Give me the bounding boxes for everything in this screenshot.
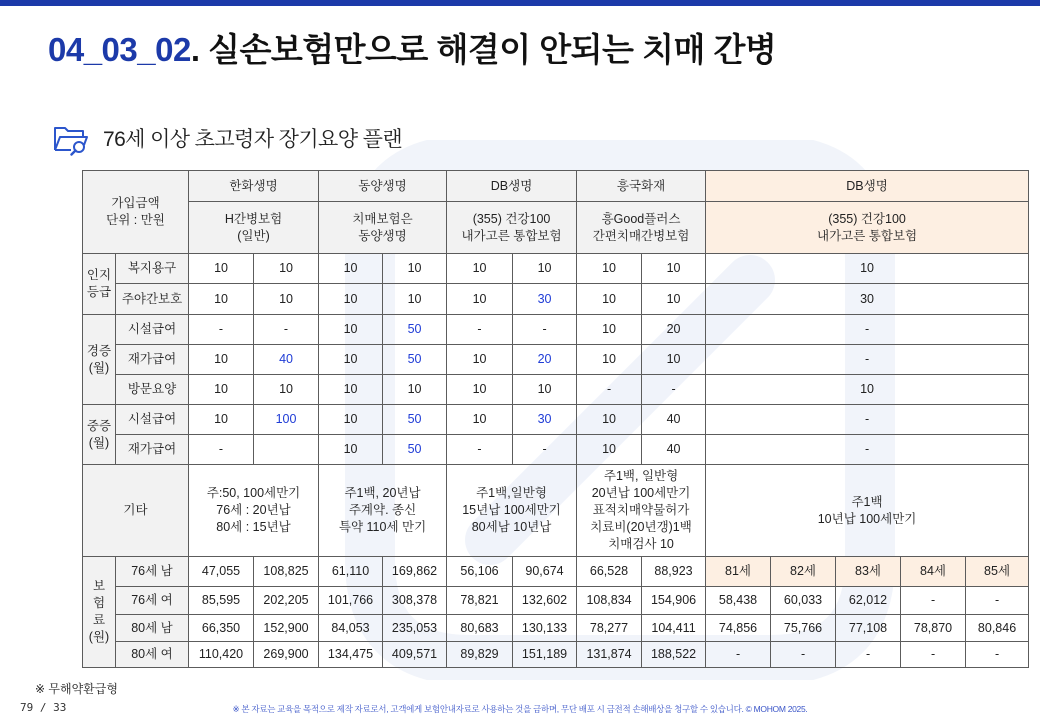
table-cell: 61,110 bbox=[319, 557, 383, 587]
table-row bbox=[83, 315, 1029, 345]
age-header-cell: 83세 bbox=[836, 557, 901, 587]
table-cell: - bbox=[254, 315, 319, 345]
company-header: 흥국화재 bbox=[577, 171, 706, 202]
table-cell: 10 bbox=[447, 345, 513, 375]
footnote: ※ 무해약환급형 bbox=[35, 682, 118, 696]
db-plan-cell: 74,856 bbox=[706, 615, 771, 642]
table-row bbox=[83, 587, 1029, 615]
row-label: 76세 여 bbox=[116, 587, 189, 615]
long-term-care-plan-table bbox=[82, 170, 1029, 668]
table-row bbox=[83, 375, 1029, 405]
db-plan-cell: 30 bbox=[706, 284, 1029, 315]
folder-search-icon bbox=[52, 120, 90, 156]
db-plan-cell: 78,870 bbox=[901, 615, 966, 642]
table-cell: 10 bbox=[254, 375, 319, 405]
row-label: 재가급여 bbox=[116, 435, 189, 465]
table-cell: 10 bbox=[513, 375, 577, 405]
table-cell: - bbox=[447, 315, 513, 345]
db-plan-cell: 62,012 bbox=[836, 587, 901, 615]
table-cell: 108,834 bbox=[577, 587, 642, 615]
table-cell: 10 bbox=[642, 284, 706, 315]
row-label: 80세 남 bbox=[116, 615, 189, 642]
table-cell: 152,900 bbox=[254, 615, 319, 642]
table-cell: 47,055 bbox=[189, 557, 254, 587]
db-plan-cell: - bbox=[706, 315, 1029, 345]
table-cell: 80,683 bbox=[447, 615, 513, 642]
table-row bbox=[83, 642, 1029, 668]
table-cell: - bbox=[513, 435, 577, 465]
db-plan-cell: - bbox=[966, 642, 1029, 668]
table-cell: 10 bbox=[254, 254, 319, 284]
table-cell: 10 bbox=[642, 254, 706, 284]
table-cell: 20 bbox=[642, 315, 706, 345]
page-number: 79 / 33 bbox=[20, 701, 67, 714]
note-cell: 주1백, 일반형 20년납 100세만기 표적치매약물허가 치료비(20년갱)1백 치매검사 10 bbox=[577, 465, 706, 557]
table-cell: 10 bbox=[189, 345, 254, 375]
table-cell: 151,189 bbox=[513, 642, 577, 668]
db-plan-cell: 10 bbox=[706, 375, 1029, 405]
table-cell: 10 bbox=[189, 254, 254, 284]
table-cell: 10 bbox=[319, 284, 383, 315]
db-plan-cell: 77,108 bbox=[836, 615, 901, 642]
db-plan-cell: - bbox=[901, 587, 966, 615]
company-header: DB생명 bbox=[447, 171, 577, 202]
table-cell: 130,133 bbox=[513, 615, 577, 642]
table-cell: 10 bbox=[447, 284, 513, 315]
table-row bbox=[83, 615, 1029, 642]
table-cell: 10 bbox=[577, 345, 642, 375]
table-cell: 20 bbox=[513, 345, 577, 375]
product-header: H간병보험 (일반) bbox=[189, 202, 319, 254]
table-cell: 10 bbox=[513, 254, 577, 284]
table-cell: 10 bbox=[383, 375, 447, 405]
company-header: 동양생명 bbox=[319, 171, 447, 202]
table-cell: 50 bbox=[383, 345, 447, 375]
table-cell: - bbox=[189, 435, 254, 465]
table-cell: 50 bbox=[383, 435, 447, 465]
row-group-label: 경증 (월) bbox=[83, 315, 116, 405]
db-plan-cell: 58,438 bbox=[706, 587, 771, 615]
table-cell: 235,053 bbox=[383, 615, 447, 642]
table-cell: 10 bbox=[383, 284, 447, 315]
row-group-label: 중증 (월) bbox=[83, 405, 116, 465]
table-cell: 10 bbox=[577, 435, 642, 465]
table-cell: 269,900 bbox=[254, 642, 319, 668]
table-cell: 10 bbox=[577, 254, 642, 284]
top-accent-bar bbox=[0, 0, 1040, 6]
table-cell: 10 bbox=[189, 284, 254, 315]
db-plan-cell: - bbox=[836, 642, 901, 668]
table-cell: 10 bbox=[319, 375, 383, 405]
table-row bbox=[83, 405, 1029, 435]
table-cell: 10 bbox=[189, 405, 254, 435]
table-row bbox=[83, 557, 1029, 587]
subtitle-text: 76세 이상 초고령자 장기요양 플랜 bbox=[103, 128, 403, 151]
table-cell: 66,528 bbox=[577, 557, 642, 587]
table-cell: 134,475 bbox=[319, 642, 383, 668]
table-cell: 10 bbox=[577, 284, 642, 315]
table-cell: 101,766 bbox=[319, 587, 383, 615]
table-cell: 100 bbox=[254, 405, 319, 435]
table-cell: 409,571 bbox=[383, 642, 447, 668]
db-plan-cell: 80,846 bbox=[966, 615, 1029, 642]
copyright-disclaimer: ※ 본 자료는 교육을 목적으로 제작 자료로서, 고객에게 보험안내자료로 사용하는 것을 금하며, 무단 배포 시 금전적 손해배상을 청구할 수 있습니다. © MOHOM 2025. bbox=[232, 704, 808, 714]
db-plan-cell: - bbox=[966, 587, 1029, 615]
product-header: (355) 건강100 내가고른 통합보험 bbox=[706, 202, 1029, 254]
table-cell: 40 bbox=[642, 435, 706, 465]
row-label: 76세 남 bbox=[116, 557, 189, 587]
table-cell bbox=[254, 435, 319, 465]
row-label: 복지용구 bbox=[116, 254, 189, 284]
table-cell: 10 bbox=[447, 375, 513, 405]
db-plan-cell: - bbox=[706, 642, 771, 668]
age-header-cell: 84세 bbox=[901, 557, 966, 587]
age-header-cell: 81세 bbox=[706, 557, 771, 587]
table-cell: 30 bbox=[513, 284, 577, 315]
table-cell: - bbox=[513, 315, 577, 345]
table-cell: 10 bbox=[577, 315, 642, 345]
table-cell: 10 bbox=[447, 254, 513, 284]
note-cell: 주1백, 20년납 주계약. 종신 특약 110세 만기 bbox=[319, 465, 447, 557]
table-cell: 78,821 bbox=[447, 587, 513, 615]
table-cell: 104,411 bbox=[642, 615, 706, 642]
table-cell: 88,923 bbox=[642, 557, 706, 587]
table-cell: 169,862 bbox=[383, 557, 447, 587]
table-cell: 10 bbox=[319, 254, 383, 284]
table-cell: 154,906 bbox=[642, 587, 706, 615]
product-header: (355) 건강100 내가고른 통합보험 bbox=[447, 202, 577, 254]
db-plan-cell: - bbox=[771, 642, 836, 668]
table-cell: 10 bbox=[254, 284, 319, 315]
note-cell: 주1백 10년납 100세만기 bbox=[706, 465, 1029, 557]
table-cell: 66,350 bbox=[189, 615, 254, 642]
db-plan-cell: - bbox=[706, 345, 1029, 375]
db-plan-cell: - bbox=[706, 435, 1029, 465]
table-row bbox=[83, 345, 1029, 375]
age-header-cell: 82세 bbox=[771, 557, 836, 587]
table-cell: 50 bbox=[383, 405, 447, 435]
table-cell: 40 bbox=[254, 345, 319, 375]
row-group-label: 보 험 료 (원) bbox=[83, 557, 116, 668]
note-cell: 주1백,일반형 15년납 100세만기 80세남 10년납 bbox=[447, 465, 577, 557]
table-header-row bbox=[83, 171, 1029, 202]
page-title bbox=[48, 28, 776, 72]
row-label: 방문요양 bbox=[116, 375, 189, 405]
row-group-label: 인지 등급 bbox=[83, 254, 116, 315]
db-plan-cell: 75,766 bbox=[771, 615, 836, 642]
table-row bbox=[83, 465, 1029, 557]
company-header: DB생명 bbox=[706, 171, 1029, 202]
table-cell: 10 bbox=[319, 405, 383, 435]
row-label: 시설급여 bbox=[116, 405, 189, 435]
table-cell: - bbox=[189, 315, 254, 345]
table-cell: 10 bbox=[189, 375, 254, 405]
table-cell: 89,829 bbox=[447, 642, 513, 668]
table-header-row bbox=[83, 202, 1029, 254]
db-plan-cell: 10 bbox=[706, 254, 1029, 284]
db-plan-cell: 60,033 bbox=[771, 587, 836, 615]
table-cell: 85,595 bbox=[189, 587, 254, 615]
table-cell: 10 bbox=[319, 315, 383, 345]
row-label: 시설급여 bbox=[116, 315, 189, 345]
table-cell: 131,874 bbox=[577, 642, 642, 668]
age-header-cell: 85세 bbox=[966, 557, 1029, 587]
row-label: 80세 여 bbox=[116, 642, 189, 668]
table-cell: 10 bbox=[383, 254, 447, 284]
table-cell: - bbox=[577, 375, 642, 405]
table-cell: 10 bbox=[577, 405, 642, 435]
table-cell: 84,053 bbox=[319, 615, 383, 642]
db-plan-cell: - bbox=[706, 405, 1029, 435]
table-cell: 202,205 bbox=[254, 587, 319, 615]
table-cell: 30 bbox=[513, 405, 577, 435]
product-header: 흥Good플러스 간편치매간병보험 bbox=[577, 202, 706, 254]
table-cell: 10 bbox=[319, 345, 383, 375]
table-cell: - bbox=[642, 375, 706, 405]
table-cell: 40 bbox=[642, 405, 706, 435]
product-header: 치매보험은 동양생명 bbox=[319, 202, 447, 254]
table-cell: - bbox=[447, 435, 513, 465]
note-cell: 주:50, 100세만기 76세 : 20년납 80세 : 15년납 bbox=[189, 465, 319, 557]
title-text: . 실손보험만으로 해결이 안되는 치매 간병 bbox=[190, 31, 777, 68]
table-cell: 110,420 bbox=[189, 642, 254, 668]
table-cell: 56,106 bbox=[447, 557, 513, 587]
db-plan-cell: - bbox=[901, 642, 966, 668]
table-cell: 78,277 bbox=[577, 615, 642, 642]
table-cell: 10 bbox=[447, 405, 513, 435]
section-code: 04_03_02 bbox=[48, 31, 191, 68]
row-label: 기타 bbox=[83, 465, 189, 557]
table-cell: 90,674 bbox=[513, 557, 577, 587]
table-cell: 10 bbox=[642, 345, 706, 375]
table-row bbox=[83, 284, 1029, 315]
table-cell: 308,378 bbox=[383, 587, 447, 615]
table-row bbox=[83, 254, 1029, 284]
table-row bbox=[83, 435, 1029, 465]
table-cell: 132,602 bbox=[513, 587, 577, 615]
table-cell: 188,522 bbox=[642, 642, 706, 668]
table-corner-header: 가입금액 단위 : 만원 bbox=[83, 171, 189, 254]
table-cell: 50 bbox=[383, 315, 447, 345]
table-cell: 108,825 bbox=[254, 557, 319, 587]
row-label: 주야간보호 bbox=[116, 284, 189, 315]
table-cell: 10 bbox=[319, 435, 383, 465]
row-label: 재가급여 bbox=[116, 345, 189, 375]
company-header: 한화생명 bbox=[189, 171, 319, 202]
